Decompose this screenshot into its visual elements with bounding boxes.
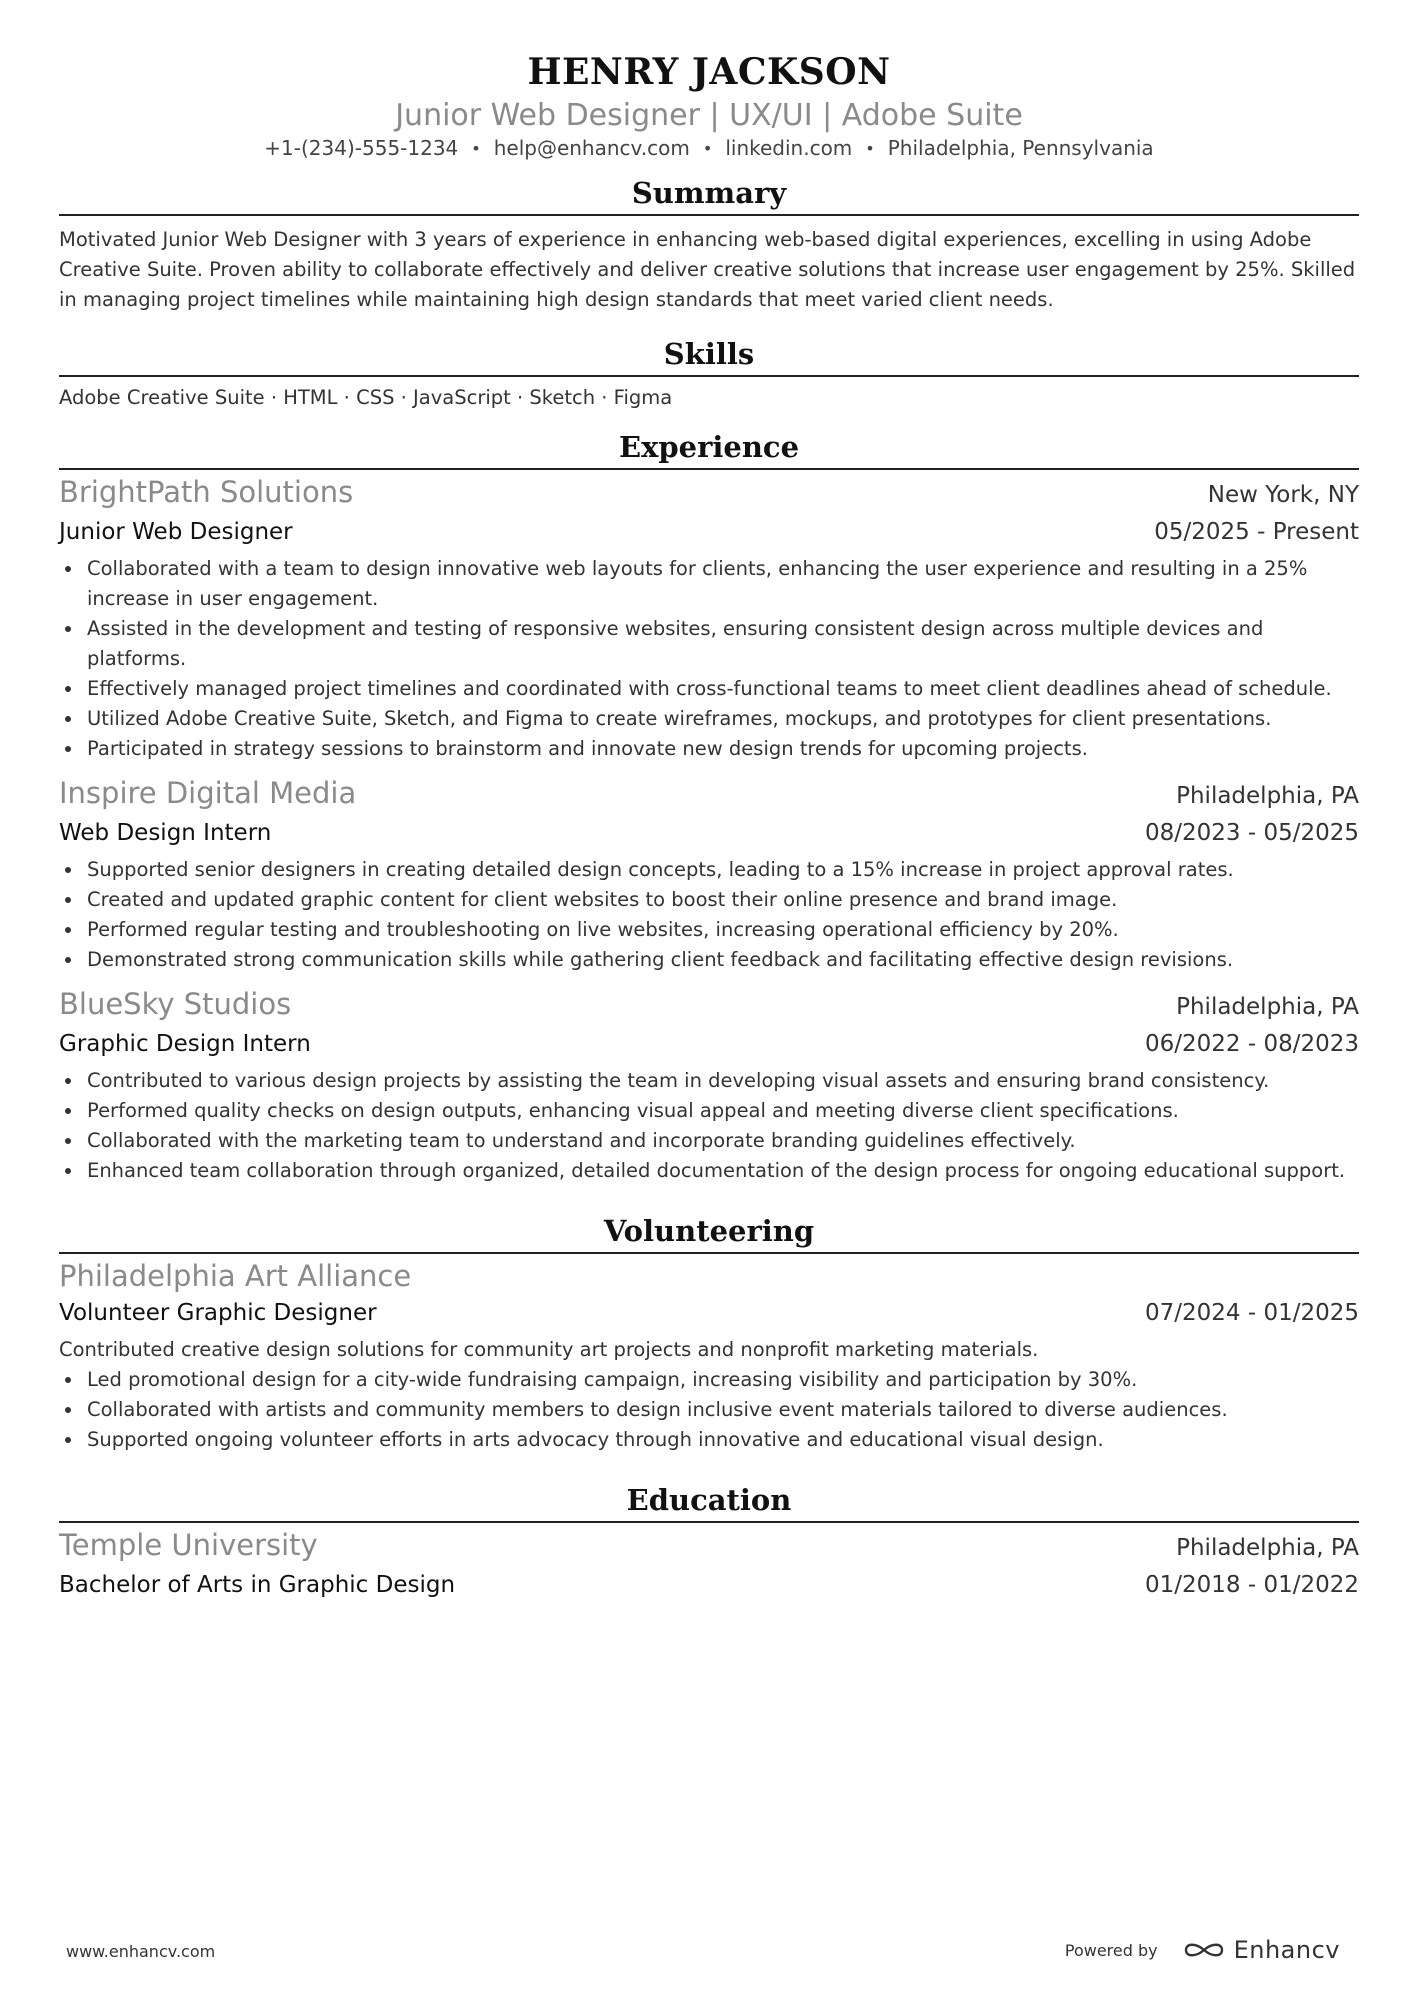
bullet-separator-icon: • — [865, 139, 875, 158]
entry-role-row — [59, 815, 1359, 851]
school-location: Philadelphia, PA — [1176, 1535, 1359, 1561]
company-name: Inspire Digital Media — [59, 776, 357, 810]
bullet-icon — [65, 1437, 71, 1443]
section-title-volunteering: Volunteering — [603, 1214, 815, 1248]
list-item — [59, 945, 1359, 975]
bullet-icon — [65, 897, 71, 903]
summary-text: Motivated Junior Web Designer with 3 years of experience in enhancing web-based digital experiences, excelling in using Adobe Creative Suite. Proven ability to collaborate effectively and deliver creative solutions that increase user engagement by 25%. Skilled in managing project timelines while maintaining high design standards that meet varied client needs. — [59, 228, 1356, 311]
bullet-icon — [65, 716, 71, 722]
job-title: Graphic Design Intern — [59, 1031, 311, 1057]
bullet-text: Supported senior designers in creating detailed design concepts, leading to a 15% increase in project approval rates. — [87, 858, 1234, 881]
section-title-experience: Experience — [618, 430, 800, 464]
volunteer-dates: 07/2024 - 01/2025 — [1144, 1300, 1359, 1326]
footer-branding — [1065, 1936, 1340, 1964]
list-item — [59, 614, 1359, 674]
job-title: Junior Web Designer — [59, 519, 293, 545]
section-divider — [59, 1252, 1359, 1254]
job-location: Philadelphia, PA — [1176, 994, 1359, 1020]
list-item — [59, 734, 1359, 764]
bullet-text: Performed quality checks on design outputs, enhancing visual appeal and meeting diverse client specifications. — [87, 1099, 1179, 1122]
bullet-icon — [65, 1168, 71, 1174]
job-title: Web Design Intern — [59, 820, 272, 846]
list-item — [59, 1425, 1359, 1455]
bullet-text: Collaborated with a team to design innovative web layouts for clients, enhancing the user experience and resulting in a 25% increase in user engagement. — [87, 557, 1308, 610]
footer-website[interactable]: www.enhancv.com — [66, 1942, 216, 1961]
bullet-icon — [65, 566, 71, 572]
bullet-text: Collaborated with artists and community members to design inclusive event materials tailored to diverse audiences. — [87, 1398, 1228, 1421]
job-dates: 05/2025 - Present — [1154, 519, 1359, 545]
job-dates: 06/2022 - 08/2023 — [1144, 1031, 1359, 1057]
bullet-text: Utilized Adobe Creative Suite, Sketch, and Figma to create wireframes, mockups, and prototypes for client presentations. — [87, 707, 1272, 730]
contact-linkedin[interactable]: linkedin.com — [725, 136, 853, 160]
entry-role-row — [59, 1567, 1359, 1603]
bullet-icon — [65, 927, 71, 933]
bullet-icon — [65, 867, 71, 873]
bullet-text: Participated in strategy sessions to brainstorm and innovate new design trends for upcoming projects. — [87, 737, 1088, 760]
contact-location: Philadelphia, Pennsylvania — [887, 136, 1154, 160]
contact-email[interactable]: help@enhancv.com — [493, 136, 690, 160]
resume-page — [59, 46, 1359, 1603]
bullet-list — [59, 1066, 1359, 1186]
bullet-text: Performed regular testing and troubleshooting on live websites, increasing operational efficiency by 20%. — [87, 918, 1119, 941]
list-item — [59, 704, 1359, 734]
list-item — [59, 1156, 1359, 1186]
contact-phone: +1-(234)-555-1234 — [264, 136, 459, 160]
experience-entry — [59, 473, 1359, 764]
bullet-text: Enhanced team collaboration through organized, detailed documentation of the design process for ongoing educational support. — [87, 1159, 1346, 1182]
bullet-separator-icon: • — [702, 139, 713, 158]
education-dates: 01/2018 - 01/2022 — [1144, 1572, 1359, 1598]
entry-role-row — [59, 1026, 1359, 1062]
bullet-text: Assisted in the development and testing of responsive websites, ensuring consistent design across multiple devices and platforms. — [87, 617, 1264, 670]
bullet-list — [59, 1365, 1359, 1455]
section-divider — [59, 468, 1359, 470]
entry-role-row — [59, 514, 1359, 550]
bullet-icon — [65, 1108, 71, 1114]
entry-header-row — [59, 473, 1359, 514]
bullet-text: Supported ongoing volunteer efforts in arts advocacy through innovative and educational visual design. — [87, 1428, 1104, 1451]
bullet-icon — [65, 1138, 71, 1144]
bullet-list — [59, 855, 1359, 975]
volunteer-description: Contributed creative design solutions for community art projects and nonprofit marketing materials. — [59, 1338, 1039, 1361]
bullet-text: Contributed to various design projects by assisting the team in developing visual assets and ensuring brand consistency. — [87, 1069, 1270, 1092]
bullet-icon — [65, 746, 71, 752]
entry-header-row — [59, 985, 1359, 1026]
list-item — [59, 1096, 1359, 1126]
list-item — [59, 855, 1359, 885]
bullet-icon — [65, 626, 71, 632]
entry-header-row — [59, 774, 1359, 815]
bullet-icon — [65, 957, 71, 963]
bullet-icon — [65, 1078, 71, 1084]
organization-name: Philadelphia Art Alliance — [59, 1259, 412, 1293]
bullet-text: Demonstrated strong communication skills while gathering client feedback and facilitating effective design revisions. — [87, 948, 1234, 971]
list-item — [59, 915, 1359, 945]
list-item — [59, 674, 1359, 704]
school-name: Temple University — [59, 1528, 318, 1562]
bullet-separator-icon: • — [471, 139, 481, 158]
bullet-text: Effectively managed project timelines and coordinated with cross-functional teams to meet client deadlines ahead of schedule. — [87, 677, 1332, 700]
bullet-text: Led promotional design for a city-wide fundraising campaign, increasing visibility and participation by 30%. — [87, 1368, 1138, 1391]
candidate-headline: Junior Web Designer | UX/UI | Adobe Suite — [395, 98, 1023, 133]
contact-line — [59, 134, 1359, 162]
candidate-name: HENRY JACKSON — [527, 51, 891, 93]
degree-name: Bachelor of Arts in Graphic Design — [59, 1572, 456, 1598]
company-name: BrightPath Solutions — [59, 475, 354, 509]
education-entry — [59, 1526, 1359, 1603]
enhancv-logo-icon — [1182, 1938, 1226, 1962]
list-item — [59, 554, 1359, 614]
list-item — [59, 1395, 1359, 1425]
section-title-summary: Summary — [631, 176, 787, 210]
job-location: Philadelphia, PA — [1176, 783, 1359, 809]
bullet-text: Created and updated graphic content for client websites to boost their online presence and brand image. — [87, 888, 1118, 911]
volunteer-role: Volunteer Graphic Designer — [59, 1300, 377, 1326]
list-item — [59, 1066, 1359, 1096]
bullet-icon — [65, 1407, 71, 1413]
entry-role-row — [59, 1295, 1359, 1331]
experience-entry — [59, 774, 1359, 975]
list-item — [59, 885, 1359, 915]
bullet-text: Collaborated with the marketing team to understand and incorporate branding guidelines effectively. — [87, 1129, 1076, 1152]
job-location: New York, NY — [1207, 482, 1359, 508]
bullet-icon — [65, 1377, 71, 1383]
brand-link[interactable] — [1182, 1936, 1340, 1964]
volunteering-entry — [59, 1257, 1359, 1455]
section-divider — [59, 1521, 1359, 1523]
section-divider — [59, 214, 1359, 216]
entry-header-row — [59, 1257, 1359, 1295]
list-item — [59, 1365, 1359, 1395]
section-title-education: Education — [626, 1483, 792, 1517]
section-title-skills: Skills — [663, 337, 755, 371]
skills-list: Adobe Creative Suite · HTML · CSS · JavaScript · Sketch · Figma — [59, 386, 673, 409]
powered-by-label: Powered by — [1064, 1940, 1158, 1960]
brand-name: Enhancv — [1233, 1936, 1340, 1964]
list-item — [59, 1126, 1359, 1156]
job-dates: 08/2023 - 05/2025 — [1144, 820, 1359, 846]
entry-header-row — [59, 1526, 1359, 1567]
bullet-icon — [65, 686, 71, 692]
bullet-list — [59, 554, 1359, 764]
section-divider — [59, 375, 1359, 377]
company-name: BlueSky Studios — [59, 987, 292, 1021]
experience-entry — [59, 985, 1359, 1186]
